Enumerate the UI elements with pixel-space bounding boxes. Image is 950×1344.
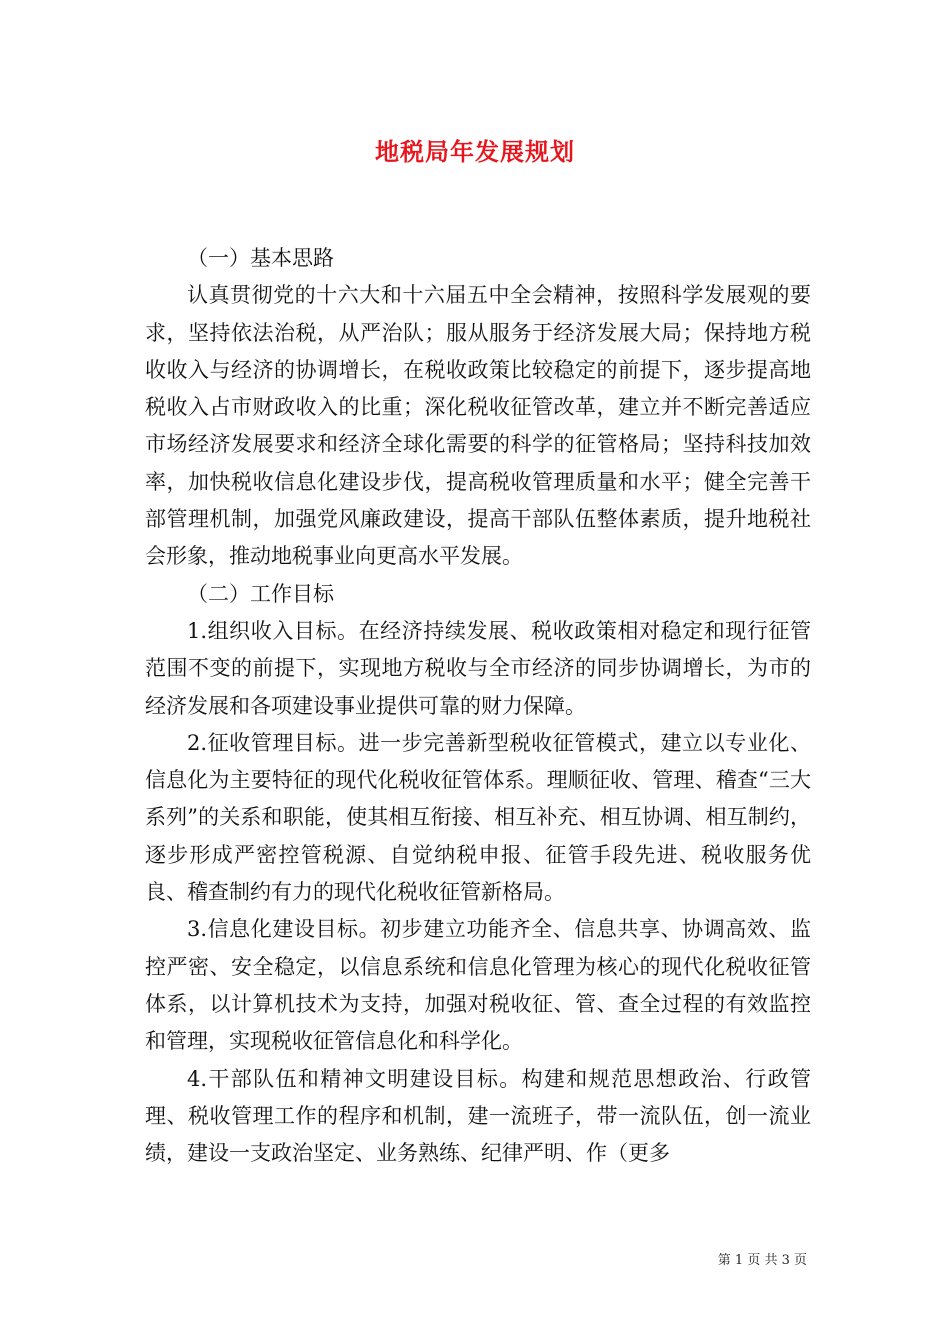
document-body bbox=[145, 240, 811, 1172]
paragraph-basic-approach: 认真贯彻党的十六大和十六届五中全会精神，按照科学发展观的要求，坚持依法治税，从严治队；服从服务于经济发展大局；保持地方税收收入与经济的协调增长，在税收政策比较稳定的前提下，逐步提高地税收入占市财政收入的比重；深化税收征管改革，建立并不断完善适应市场经济发展要求和经济全球化需要的科学的征管格局；坚持科技加效率，加快税收信息化建设步伐，提高税收管理质量和水平；健全完善干部管理机制，加强党风廉政建设，提高干部队伍整体素质，提升地税社会形象，推动地税事业向更高水平发展。 bbox=[145, 283, 811, 569]
paragraph-collection-management-goal: 2.征收管理目标。进一步完善新型税收征管模式，建立以专业化、信息化为主要特征的现代化税收征管体系。理顺征收、管理、稽查“三大系列”的关系和职能，使其相互衔接、相互补充、相互协调、相互制约，逐步形成严密控管税源、自觉纳税申报、征管手段先进、税收服务优良、稽查制约有力的现代化税收征管新格局。 bbox=[145, 730, 811, 905]
section-heading-basic-approach: （一）基本思路 bbox=[187, 246, 334, 270]
paragraph-revenue-goal: 1.组织收入目标。在经济持续发展、税收政策相对稳定和现行征管范围不变的前提下，实现地方税收与全市经济的同步协调增长，为市的经济发展和各项建设事业提供可靠的财力保障。 bbox=[145, 618, 811, 718]
document-title: 地税局年发展规划 bbox=[375, 137, 575, 166]
section-heading-work-goals: （二）工作目标 bbox=[187, 581, 334, 606]
paragraph-staff-development-goal: 4.干部队伍和精神文明建设目标。构建和规范思想政治、行政管理、税收管理工作的程序和机制，建一流班子，带一流队伍，创一流业绩，建设一支政治坚定、业务熟练、纪律严明、作（更多 bbox=[145, 1066, 811, 1166]
paragraph-informatization-goal: 3.信息化建设目标。初步建立功能齐全、信息共享、协调高效、监控严密、安全稳定，以信息系统和信息化管理为核心的现代化税收征管体系，以计算机技术为支持，加强对税收征、管、查全过程的有效监控和管理，实现税收征管信息化和科学化。 bbox=[145, 917, 811, 1054]
page-number: 第 1 页 共 3 页 bbox=[717, 1253, 807, 1268]
